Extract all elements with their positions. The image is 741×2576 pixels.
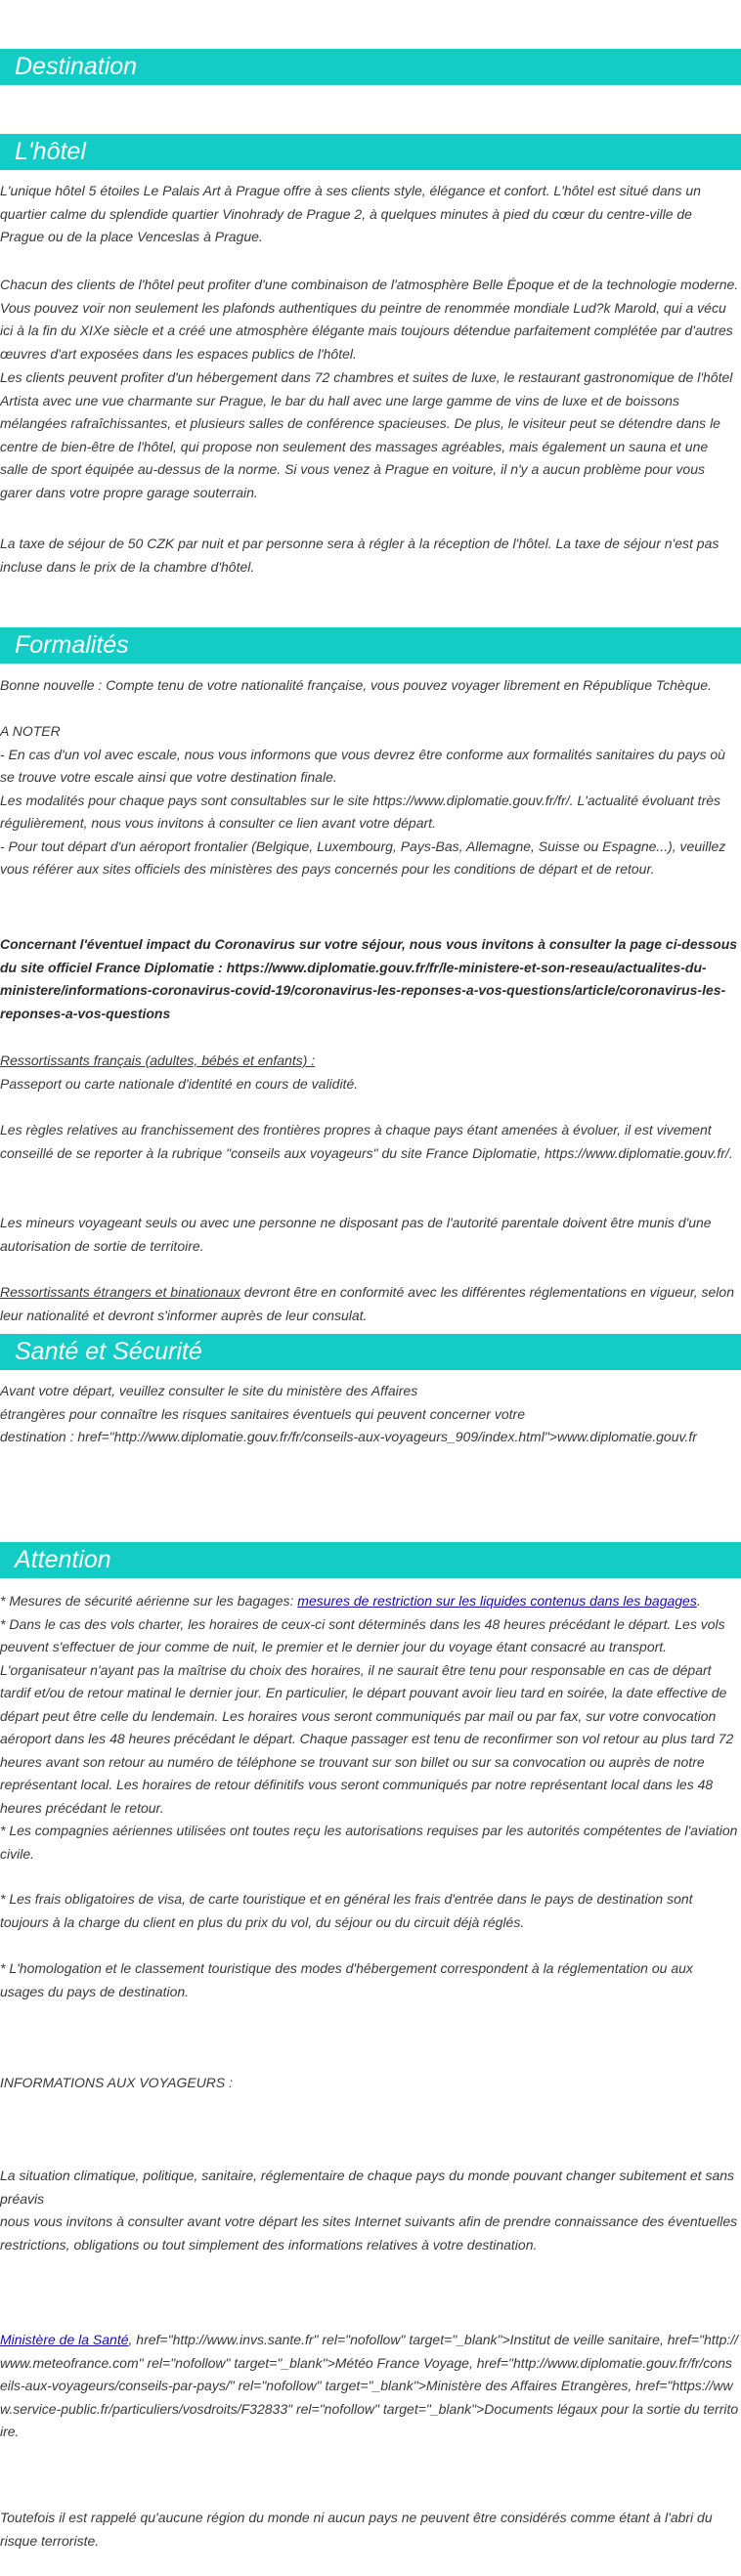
section-header-formalites bbox=[0, 627, 741, 664]
mesures-securite-item bbox=[0, 1590, 739, 1613]
situation-paragraph bbox=[0, 2165, 739, 2256]
mineurs-paragraph: Les mineurs voyageant seuls ou avec une personne ne disposant pas de l'autorité parentale doivent être munis d'une autorisation de sortie de territoire. bbox=[0, 1215, 712, 1254]
formalites-good-news: Bonne nouvelle : Compte tenu de votre nationalité française, vous pouvez voyager librement en République Tchèque. bbox=[0, 677, 712, 693]
section-title-attention: Attention bbox=[15, 1546, 111, 1573]
ressortissants-francais-title: Ressortissants français (adultes, bébés et enfants) : bbox=[0, 1052, 316, 1068]
risque-terroriste-paragraph: Toutefois il est rappelé qu'aucune région du monde ni aucun pays ne peuvent être considérés comme étant à l'abri du risque terroriste. bbox=[0, 2510, 713, 2549]
sante-line-3: destination : href="http://www.diplomatie.gouv.fr/fr/conseils-aux-voyageurs_909/index.html">www.diplomatie.gouv.fr bbox=[0, 1429, 697, 1444]
hotel-amenities-paragraph: Les clients peuvent profiter d'un hébergement dans 72 chambres et suites de luxe, le restaurant gastronomique de l'hôtel Artista avec une vue charmante sur Prague, le bar du hall avec une large gamme de vins de luxe et de boissons mélangées rafraîchissantes, et plusieurs salles de conférence spacieuses. De plus, le visiteur peut se détendre dans le centre de bien-être de l'hôtel, qui propose non seulement des massages agréables, mais également un sauna et une salle de sport équipée au-dessus de la norme. Si vous venez à Prague en voiture, il n'y a aucun problème pour vous garer dans votre propre garage souterrain. bbox=[0, 369, 733, 500]
sites-officiels-paragraph bbox=[0, 2329, 739, 2444]
ressortissants-francais-text: Passeport ou carte nationale d'identité en cours de validité. bbox=[0, 1075, 359, 1092]
regles-frontieres-paragraph: Les règles relatives au franchissement des frontières propres à chaque pays étant amenées à évoluer, il est vivement conseillé de se reporter à la rubrique "conseils aux voyageurs" du site France Diplomatie, https://www.diplomatie.gouv.fr/. bbox=[0, 1122, 733, 1161]
attention-list bbox=[0, 1590, 739, 1866]
section-header-hotel bbox=[0, 134, 741, 170]
ministere-sante-link[interactable]: Ministère de la Santé bbox=[0, 2332, 129, 2347]
ressortissants-etrangers-title: Ressortissants étrangers et binationaux bbox=[0, 1284, 240, 1300]
note-escale: - En cas d'un vol avec escale, nous vous informons que vous devrez être conforme aux formalités sanitaires du pays où se trouve votre escale ainsi que votre destination finale. bbox=[0, 746, 725, 785]
sante-paragraph bbox=[0, 1380, 739, 1449]
hotel-tax-paragraph: La taxe de séjour de 50 CZK par nuit et par personne sera à régler à la réception de l'hôtel. La taxe de séjour n'est pas incluse dans le prix de la chambre d'hôtel. bbox=[0, 536, 719, 575]
section-title-sante: Santé et Sécurité bbox=[15, 1338, 202, 1365]
homologation-item: * L'homologation et le classement touristique des modes d'hébergement correspondent à la réglementation ou aux usages du pays de destination. bbox=[0, 1960, 693, 1999]
hotel-intro-paragraph: L'unique hôtel 5 étoiles Le Palais Art à Prague offre à ses clients style, élégance et confort. L'hôtel est situé dans un quartier calme du splendide quartier Vinohrady de Prague 2, à quelques minutes à pied du cœur du centre-ville de Prague ou de la place Venceslas à Prague. bbox=[0, 183, 701, 244]
covid-notice: Concernant l'éventuel impact du Coronavirus sur votre séjour, nous vous invitons à consulter la page ci-dessous du site officiel France Diplomatie : https://www.diplomatie.gouv.fr/fr/le-ministere-et-son-reseau/actualites-du-ministere/informations-coronavirus-covid-19/coronavirus-les-reponses-a-vos-questions/article/coronavirus-les-reponses-a-vos-questions bbox=[0, 936, 738, 1021]
note-title: A NOTER bbox=[0, 723, 61, 739]
informations-voyageurs-title: INFORMATIONS AUX VOYAGEURS : bbox=[0, 2075, 234, 2090]
section-title-formalites: Formalités bbox=[15, 631, 129, 659]
formalites-note-block bbox=[0, 720, 739, 881]
mesures-prefix: * Mesures de sécurité aérienne sur les bagages: bbox=[0, 1593, 298, 1609]
section-header-sante bbox=[0, 1334, 741, 1370]
ressortissants-etrangers-paragraph bbox=[0, 1281, 739, 1327]
vols-charter-item: * Dans le cas des vols charter, les horaires de ceux-ci sont déterminés dans les 48 heures précédant le départ. Les vols peuvent s'effectuer de jour comme de nuit, le premier et le dernier jour du voyage étant consacré au transport. L'organisateur n'ayant pas la maîtrise du choix des horaires, il ne saurait être tenu pour responsable en cas de départ tardif et/ou de retour matinal le dernier jour. En particulier, le départ pouvant avoir lieu tard en soirée, la date effective de départ peut être celle du lendemain. Les horaires vous seront communiqués par mail ou par fax, sur votre convocation aéroport dans les 48 heures précédant le départ. Chaque passager est tenu de reconfirmer son vol retour au plus tard 72 heures avant son retour au numéro de téléphone se trouvant sur son billet ou sur sa convocation ou auprès de notre représentant local. Les horaires de retour définitifs vous seront communiqués par notre représentant local dans les 48 heures précédant le retour. bbox=[0, 1615, 734, 1816]
section-title-destination: Destination bbox=[15, 53, 138, 80]
hotel-atmosphere-paragraph: Chacun des clients de l'hôtel peut profiter d'une combinaison de l'atmosphère Belle Époque et de la technologie moderne. Vous pouvez voir non seulement les plafonds authentiques du peintre de renommée mondiale Lud?k Marold, qui a vécu ici à la fin du XIXe siècle et a créé une atmosphère élégante mais toujours détendue parfaitement complétée par d'autres œuvres d'art exposées dans les espaces publics de l'hôtel. bbox=[0, 277, 739, 362]
section-header-destination bbox=[0, 49, 741, 85]
sante-line-1: Avant votre départ, veuillez consulter le site du ministère des Affaires bbox=[0, 1383, 418, 1398]
ressortissants-etrangers-text: devront être en conformité avec les différentes réglementations en vigueur, selon leur nationalité et devront s'informer auprès de leur consulat. bbox=[0, 1284, 734, 1323]
section-header-attention bbox=[0, 1542, 741, 1578]
ressortissants-francais-block bbox=[0, 1050, 739, 1095]
section-title-hotel: L'hôtel bbox=[15, 138, 86, 165]
note-modalites: Les modalités pour chaque pays sont consultables sur le site https://www.diplomatie.gouv.fr/fr/. L'actualité évoluant très régulièrement, nous vous invitons à consulter ce lien avant votre départ. bbox=[0, 792, 721, 831]
situation-line-2: nous vous invitons à consulter avant votre départ les sites Internet suivants afin de prendre connaissance des éventuelles restrictions, obligations ou tout simplement des informations relatives à votre destination. bbox=[0, 2213, 738, 2253]
situation-line-1: La situation climatique, politique, sanitaire, réglementaire de chaque pays du monde pouvant changer subitement et sans préavis bbox=[0, 2168, 735, 2207]
note-aeroport-frontalier: - Pour tout départ d'un aéroport frontalier (Belgique, Luxembourg, Pays-Bas, Allemagne, Suisse ou Espagne...), veuillez vous référer aux sites officiels des ministères des pays concernés pour les conditions de départ et de retour. bbox=[0, 837, 726, 877]
sites-officiels-text: , href="http://www.invs.sante.fr" rel="nofollow" target="_blank">Institut de veille sanitaire, href="http://www.meteofrance.com" rel="nofollow" target="_blank">Météo France Voyage, href="http://www.diplomatie.gouv.fr/fr/conseils-aux-voyageurs/conseils-par-pays/" rel="nofollow" target="_blank">Ministère des Affaires Etrangères, href="https://www.service-public.fr/particuliers/vosdroits/F32833" rel="nofollow" target="_blank">Documents légaux pour la sortie du territoire. bbox=[0, 2332, 739, 2439]
mesures-restriction-link[interactable]: mesures de restriction sur les liquides contenus dans les bagages bbox=[297, 1593, 697, 1609]
sante-line-2: étrangères pour connaître les risques sanitaires éventuels qui peuvent concerner votre bbox=[0, 1405, 525, 1422]
frais-obligatoires-item: * Les frais obligatoires de visa, de carte touristique et en général les frais d'entrée dans le pays de destination sont toujours à la charge du client en plus du prix du vol, du séjour ou du circuit déjà réglés. bbox=[0, 1891, 693, 1930]
compagnies-item: * Les compagnies aériennes utilisées ont toutes reçu les autorisations requises par les autorités compétentes de l'aviation civile. bbox=[0, 1823, 738, 1862]
mesures-suffix: . bbox=[696, 1593, 701, 1609]
